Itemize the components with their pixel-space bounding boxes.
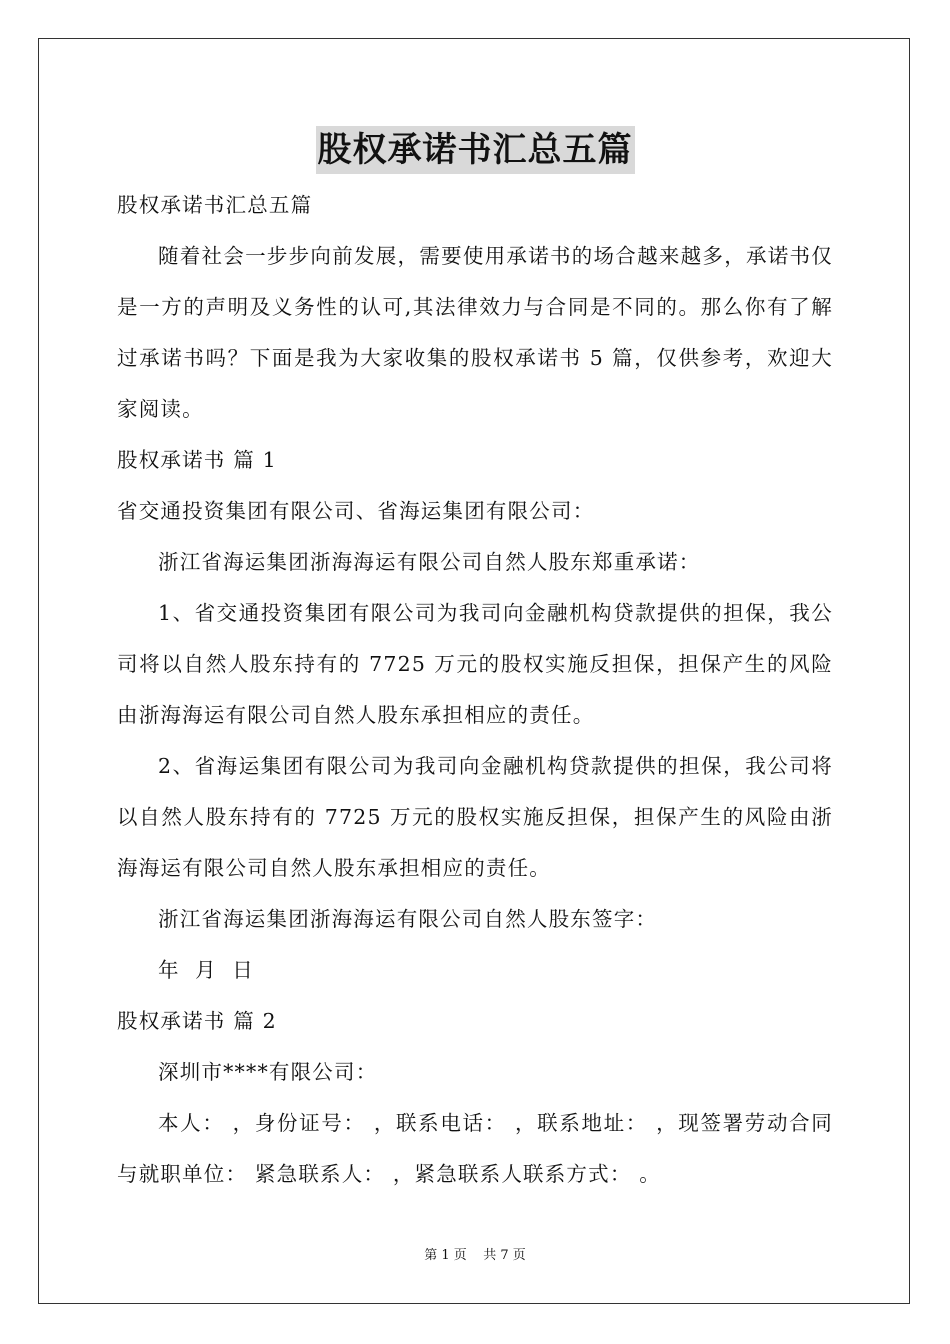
pledge-item-2: 2、省海运集团有限公司为我司向金融机构贷款提供的担保，我公司将以自然人股东持有的 7725 万元的股权实施反担保，担保产生的风险由浙海海运有限公司自然人股东承担相应的责任。	[117, 754, 833, 880]
section-heading-2: 股权承诺书 篇 2	[117, 1009, 277, 1033]
title-container	[0, 126, 950, 174]
pledge-item-1: 1、省交通投资集团有限公司为我司向金融机构贷款提供的担保，我公司将以自然人股东持有的 7725 万元的股权实施反担保，担保产生的风险由浙海海运有限公司自然人股东承担相应的责任。	[117, 601, 833, 727]
section-heading-1: 股权承诺书 篇 1	[117, 448, 277, 472]
signature-line: 浙江省海运集团浙海海运有限公司自然人股东签字：	[158, 907, 658, 931]
intro-heading: 股权承诺书汇总五篇	[117, 193, 313, 217]
document-title: 股权承诺书汇总五篇	[316, 126, 635, 174]
page-footer	[0, 1246, 950, 1266]
addressee-1: 省交通投资集团有限公司、省海运集团有限公司：	[117, 499, 595, 523]
addressee-2: 深圳市****有限公司：	[158, 1060, 378, 1084]
pledge-statement: 浙江省海运集团浙海海运有限公司自然人股东郑重承诺：	[158, 550, 701, 574]
page-number: 第 1 页 共 7 页	[424, 1248, 526, 1263]
personal-info-paragraph: 本人： ，身份证号： ，联系电话： ，联系地址： ，现签署劳动合同与就职单位： 紧急联系人： ，紧急联系人联系方式： 。	[117, 1111, 833, 1186]
document-body	[117, 180, 833, 1200]
date-line: 年 月 日	[158, 958, 254, 982]
intro-paragraph: 随着社会一步步向前发展，需要使用承诺书的场合越来越多，承诺书仅是一方的声明及义务性的认可,其法律效力与合同是不同的。那么你有了解过承诺书吗？下面是我为大家收集的股权承诺书 5 篇，仅供参考，欢迎大家阅读。	[117, 244, 833, 421]
